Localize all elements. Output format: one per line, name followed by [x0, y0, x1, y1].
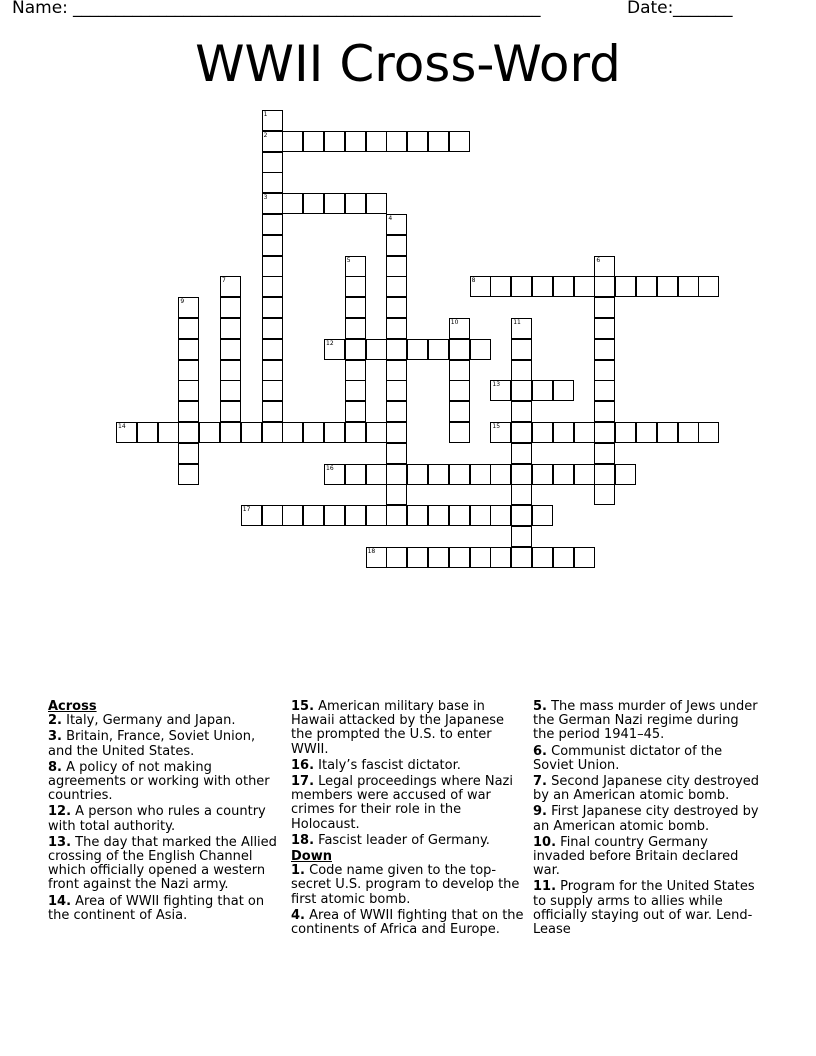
grid-cell[interactable] — [449, 360, 470, 381]
clue-text: The mass murder of Jews under the German Nazi regime during the period 1941–45. — [533, 699, 758, 743]
grid-cell[interactable] — [407, 547, 428, 568]
grid-cell[interactable] — [386, 214, 407, 235]
clue-text: First Japanese city destroyed by an American atomic bomb. — [533, 804, 759, 834]
clue-text: Second Japanese city destroyed by an American atomic bomb. — [533, 774, 760, 804]
grid-cell[interactable] — [262, 505, 283, 526]
grid-cell[interactable] — [386, 443, 407, 464]
clue-text: Final country Germany invaded before Britain declared war. — [533, 834, 739, 879]
grid-cell[interactable] — [178, 339, 199, 360]
clue-text: A person who rules a country with total authority. — [48, 804, 266, 834]
grid-cell[interactable] — [470, 339, 491, 360]
grid-cell[interactable] — [303, 422, 324, 443]
grid-cell[interactable] — [470, 464, 491, 485]
clue-item — [291, 775, 524, 832]
cell-number: 1 — [263, 111, 268, 118]
grid-cell[interactable] — [470, 547, 491, 568]
date-label: Date: — [627, 0, 674, 18]
grid-cell[interactable] — [594, 256, 615, 277]
grid-cell[interactable] — [594, 422, 615, 443]
grid-cell[interactable] — [574, 422, 595, 443]
grid-cell[interactable] — [532, 464, 553, 485]
grid-cell[interactable] — [511, 464, 532, 485]
name-label: Name: — [12, 0, 68, 18]
grid-cell[interactable] — [511, 422, 532, 443]
grid-cell[interactable] — [262, 193, 283, 214]
grid-cell[interactable] — [449, 547, 470, 568]
grid-cell[interactable] — [366, 193, 387, 214]
down-heading: Down — [291, 849, 332, 865]
clue-item — [291, 759, 524, 773]
grid-cell[interactable] — [532, 380, 553, 401]
clue-item — [533, 700, 763, 743]
grid-cell[interactable] — [511, 401, 532, 422]
name-field[interactable]: _______________________________________________________ — [73, 0, 541, 18]
clue-number: 11. — [533, 879, 557, 895]
cell-number: 8 — [471, 277, 476, 285]
clue-number: 7. — [533, 774, 547, 790]
grid-cell[interactable] — [282, 422, 303, 443]
grid-cell[interactable] — [262, 214, 283, 235]
grid-cell[interactable] — [220, 276, 241, 297]
grid-cell[interactable] — [594, 318, 615, 339]
clue-text: Code name given to the top-secret U.S. program to develop the first atomic bomb. — [291, 863, 520, 907]
grid-cell[interactable] — [345, 276, 366, 297]
cell-number: 2 — [263, 131, 268, 139]
grid-cell[interactable] — [553, 276, 574, 297]
grid-cell[interactable] — [449, 318, 470, 339]
clue-text: Legal proceedings where Nazi members were accused of war crimes for their role in the Holocaust. — [291, 774, 513, 832]
clue-item — [533, 805, 763, 833]
grid-cell[interactable] — [386, 505, 407, 526]
grid-cell[interactable] — [386, 422, 407, 443]
clues-column-1 — [48, 700, 278, 925]
grid-cell[interactable] — [490, 380, 511, 401]
grid-cell[interactable] — [490, 505, 511, 526]
grid-cell[interactable] — [324, 339, 345, 360]
cell-number: 4 — [388, 215, 393, 222]
grid-cell[interactable] — [449, 422, 470, 443]
grid-cell[interactable] — [428, 505, 449, 526]
grid-cell[interactable] — [241, 422, 262, 443]
cell-number: 11 — [513, 319, 521, 326]
clue-text: Program for the United States to supply arms to allies while officially staying out of war. Lend-Lease — [533, 879, 755, 938]
grid-cell[interactable] — [511, 276, 532, 297]
grid-cell[interactable] — [158, 422, 179, 443]
grid-cell[interactable] — [386, 339, 407, 360]
grid-cell[interactable] — [449, 505, 470, 526]
grid-cell[interactable] — [449, 401, 470, 422]
cell-number: 17 — [242, 506, 251, 514]
grid-cell[interactable] — [324, 422, 345, 443]
clue-text: Area of WWII fighting that on the continent of Asia. — [48, 893, 265, 923]
grid-cell[interactable] — [449, 339, 470, 360]
grid-cell[interactable] — [178, 401, 199, 422]
grid-cell[interactable] — [386, 401, 407, 422]
cell-number: 16 — [326, 464, 334, 472]
cell-number: 10 — [450, 319, 459, 326]
clue-item — [533, 775, 763, 803]
grid-cell[interactable] — [615, 464, 636, 485]
grid-cell[interactable] — [220, 297, 241, 318]
grid-cell[interactable] — [345, 360, 366, 381]
grid-cell[interactable] — [324, 464, 345, 485]
grid-cell[interactable] — [407, 131, 428, 152]
grid-cell[interactable] — [324, 193, 345, 214]
clue-text: Italy, Germany and Japan. — [61, 713, 236, 729]
grid-cell[interactable] — [490, 276, 511, 297]
grid-cell[interactable] — [553, 380, 574, 401]
clue-item — [48, 805, 278, 833]
grid-cell[interactable] — [490, 422, 511, 443]
cell-number: 3 — [263, 194, 268, 202]
clue-number: 3. — [48, 729, 62, 745]
cell-number: 15 — [492, 423, 501, 430]
grid-cell[interactable] — [386, 297, 407, 318]
clues-column-2 — [291, 700, 524, 939]
clue-item — [533, 745, 763, 773]
grid-cell[interactable] — [594, 484, 615, 505]
grid-cell[interactable] — [199, 422, 220, 443]
clue-number: 9. — [533, 804, 547, 820]
grid-cell[interactable] — [282, 131, 303, 152]
clue-item — [48, 895, 278, 923]
grid-cell[interactable] — [262, 339, 283, 360]
cell-number: 12 — [326, 339, 334, 347]
grid-cell[interactable] — [262, 297, 283, 318]
grid-cell[interactable] — [366, 131, 387, 152]
grid-cell[interactable] — [220, 380, 241, 401]
grid-cell[interactable] — [594, 380, 615, 401]
across-heading: Across — [48, 699, 97, 714]
grid-cell[interactable] — [366, 505, 387, 526]
grid-cell[interactable] — [511, 505, 532, 526]
grid-cell[interactable] — [386, 276, 407, 297]
grid-cell[interactable] — [511, 443, 532, 464]
clue-number: 4. — [291, 907, 305, 923]
grid-cell[interactable] — [178, 297, 199, 318]
clue-number: 6. — [533, 743, 547, 759]
clue-text: Fascist leader of Germany. — [314, 832, 490, 848]
grid-cell[interactable] — [615, 422, 636, 443]
clue-item — [291, 700, 524, 757]
clue-number: 17. — [291, 774, 315, 790]
clue-text: Communist dictator of the Soviet Union. — [533, 743, 723, 773]
grid-cell[interactable] — [594, 360, 615, 381]
grid-cell[interactable] — [449, 131, 470, 152]
grid-cell[interactable] — [345, 401, 366, 422]
grid-cell[interactable] — [262, 422, 283, 443]
cell-number: 18 — [367, 547, 376, 555]
grid-cell[interactable] — [220, 422, 241, 443]
grid-cell[interactable] — [262, 380, 283, 401]
grid-cell[interactable] — [345, 318, 366, 339]
grid-cell[interactable] — [345, 131, 366, 152]
grid-cell[interactable] — [407, 505, 428, 526]
clue-number: 18. — [291, 832, 315, 848]
grid-cell[interactable] — [657, 276, 678, 297]
grid-cell[interactable] — [386, 547, 407, 568]
grid-cell[interactable] — [386, 484, 407, 505]
grid-cell[interactable] — [116, 422, 137, 443]
clue-item — [291, 864, 524, 907]
clue-number: 15. — [291, 699, 315, 714]
grid-cell[interactable] — [511, 547, 532, 568]
grid-cell[interactable] — [428, 339, 449, 360]
grid-cell[interactable] — [574, 547, 595, 568]
grid-cell[interactable] — [490, 464, 511, 485]
clue-text: Area of WWII fighting that on the continents of Africa and Europe. — [291, 907, 524, 938]
grid-cell[interactable] — [386, 318, 407, 339]
grid-cell[interactable] — [220, 318, 241, 339]
grid-cell[interactable] — [615, 276, 636, 297]
grid-cell[interactable] — [678, 276, 699, 297]
grid-cell[interactable] — [366, 339, 387, 360]
grid-cell[interactable] — [386, 256, 407, 277]
grid-cell[interactable] — [178, 318, 199, 339]
grid-cell[interactable] — [594, 276, 615, 297]
clue-number: 10. — [533, 834, 557, 850]
grid-cell[interactable] — [345, 422, 366, 443]
grid-cell[interactable] — [428, 547, 449, 568]
clue-number: 2. — [48, 713, 62, 729]
grid-cell[interactable] — [366, 422, 387, 443]
grid-cell[interactable] — [636, 276, 657, 297]
grid-cell[interactable] — [511, 380, 532, 401]
grid-cell[interactable] — [532, 505, 553, 526]
clue-item — [48, 714, 278, 728]
grid-cell[interactable] — [262, 131, 283, 152]
grid-cell[interactable] — [178, 464, 199, 485]
grid-cell[interactable] — [511, 360, 532, 381]
cell-number: 5 — [346, 256, 351, 264]
clue-number: 12. — [48, 804, 72, 820]
grid-cell[interactable] — [282, 505, 303, 526]
clue-number: 16. — [291, 757, 315, 773]
clue-item — [533, 836, 763, 879]
grid-cell[interactable] — [386, 464, 407, 485]
grid-cell[interactable] — [532, 276, 553, 297]
grid-cell[interactable] — [262, 110, 283, 131]
grid-cell[interactable] — [428, 131, 449, 152]
grid-cell[interactable] — [511, 484, 532, 505]
cell-number: 9 — [180, 298, 185, 306]
grid-cell[interactable] — [345, 380, 366, 401]
grid-cell[interactable] — [262, 172, 283, 193]
grid-cell[interactable] — [553, 422, 574, 443]
clue-text: Britain, France, Soviet Union, and the United States. — [48, 729, 256, 759]
grid-cell[interactable] — [407, 339, 428, 360]
grid-cell[interactable] — [262, 276, 283, 297]
grid-cell[interactable] — [345, 256, 366, 277]
grid-cell[interactable] — [470, 505, 491, 526]
clue-number: 14. — [48, 893, 72, 909]
grid-cell[interactable] — [470, 276, 491, 297]
grid-cell[interactable] — [220, 360, 241, 381]
grid-cell[interactable] — [553, 547, 574, 568]
grid-cell[interactable] — [282, 193, 303, 214]
grid-cell[interactable] — [594, 464, 615, 485]
grid-cell[interactable] — [678, 422, 699, 443]
grid-cell[interactable] — [178, 422, 199, 443]
grid-cell[interactable] — [345, 193, 366, 214]
date-field[interactable]: _______ — [673, 0, 733, 18]
grid-cell[interactable] — [698, 276, 719, 297]
grid-cell[interactable] — [657, 422, 678, 443]
grid-cell[interactable] — [574, 276, 595, 297]
grid-cell[interactable] — [511, 339, 532, 360]
grid-cell[interactable] — [594, 401, 615, 422]
grid-cell[interactable] — [324, 505, 345, 526]
grid-cell[interactable] — [345, 297, 366, 318]
grid-cell[interactable] — [324, 131, 345, 152]
clue-number: 8. — [48, 759, 62, 775]
grid-cell[interactable] — [303, 505, 324, 526]
clue-item — [533, 880, 763, 937]
grid-cell[interactable] — [386, 380, 407, 401]
cell-number: 13 — [492, 381, 501, 389]
page-title: WWII Cross-Word — [195, 35, 621, 93]
clue-item — [48, 836, 278, 893]
grid-cell[interactable] — [303, 193, 324, 214]
grid-cell[interactable] — [490, 547, 511, 568]
grid-cell[interactable] — [262, 235, 283, 256]
grid-cell[interactable] — [262, 318, 283, 339]
grid-cell[interactable] — [262, 360, 283, 381]
clue-number: 1. — [291, 863, 305, 879]
grid-cell[interactable] — [594, 443, 615, 464]
grid-cell[interactable] — [428, 464, 449, 485]
clue-text: Italy’s fascist dictator. — [314, 757, 461, 773]
cell-number: 7 — [222, 277, 226, 285]
grid-cell[interactable] — [532, 547, 553, 568]
grid-cell[interactable] — [636, 422, 657, 443]
grid-cell[interactable] — [449, 464, 470, 485]
grid-cell[interactable] — [574, 464, 595, 485]
grid-cell[interactable] — [594, 297, 615, 318]
grid-cell[interactable] — [407, 464, 428, 485]
grid-cell[interactable] — [178, 360, 199, 381]
clue-text: The day that marked the Allied crossing of the English Channel which officially opened a western front against the Nazi army. — [48, 834, 277, 893]
grid-cell[interactable] — [553, 464, 574, 485]
grid-cell[interactable] — [366, 547, 387, 568]
grid-cell[interactable] — [698, 422, 719, 443]
clue-text: American military base in Hawaii attacked by the Japanese the prompted the U.S. to enter WWII. — [291, 699, 504, 757]
grid-cell[interactable] — [137, 422, 158, 443]
grid-cell[interactable] — [220, 401, 241, 422]
grid-cell[interactable] — [532, 422, 553, 443]
grid-cell[interactable] — [220, 339, 241, 360]
grid-cell[interactable] — [303, 131, 324, 152]
clue-text: A policy of not making agreements or working with other countries. — [48, 759, 270, 804]
clue-number: 13. — [48, 834, 72, 850]
clue-item — [291, 834, 524, 848]
grid-cell[interactable] — [594, 339, 615, 360]
cell-number: 14 — [118, 423, 126, 430]
clue-item — [48, 761, 278, 804]
grid-cell[interactable] — [262, 256, 283, 277]
clue-item — [291, 909, 524, 937]
grid-cell[interactable] — [345, 464, 366, 485]
grid-cell[interactable] — [386, 235, 407, 256]
grid-cell[interactable] — [345, 505, 366, 526]
grid-cell[interactable] — [511, 318, 532, 339]
grid-cell[interactable] — [366, 464, 387, 485]
grid-cell[interactable] — [178, 443, 199, 464]
grid-cell[interactable] — [511, 526, 532, 547]
grid-cell[interactable] — [345, 339, 366, 360]
grid-cell[interactable] — [262, 401, 283, 422]
cell-number: 6 — [596, 256, 601, 264]
clues-column-3 — [533, 700, 763, 939]
grid-cell[interactable] — [449, 380, 470, 401]
grid-cell[interactable] — [386, 360, 407, 381]
grid-cell[interactable] — [241, 505, 262, 526]
clue-number: 5. — [533, 699, 547, 714]
clue-item — [48, 730, 278, 758]
grid-cell[interactable] — [386, 131, 407, 152]
grid-cell[interactable] — [262, 152, 283, 173]
grid-cell[interactable] — [178, 380, 199, 401]
